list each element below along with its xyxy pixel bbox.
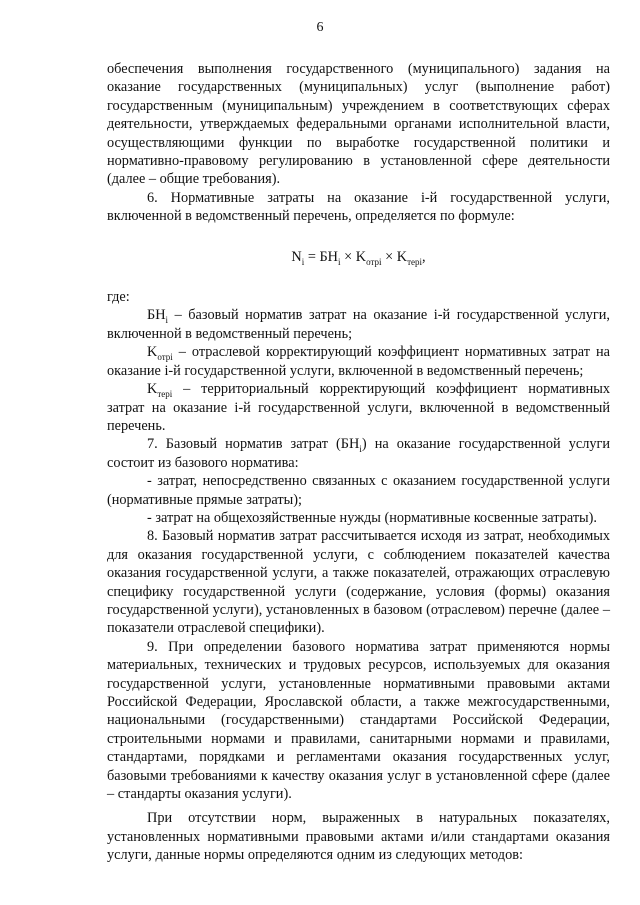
- formula-n: N: [291, 248, 302, 265]
- dash-item-direct-costs: - затрат, непосредственно связанных с оказанием государственной услуги (нормативные прямые затраты);: [107, 473, 610, 508]
- formula: [107, 240, 610, 274]
- item7-sub: i: [359, 444, 362, 455]
- formula-k2-sub: терi: [407, 256, 422, 267]
- kter-sub: терi: [157, 388, 173, 399]
- bn-sub: i: [165, 315, 169, 326]
- item7-before: 7. Базовый норматив затрат (БН: [147, 436, 360, 453]
- paragraph-no-norms: При отсутствии норм, выраженных в натуральных показателях, установленных нормативными правовыми актами и/или стандартами оказания услуги, данные нормы определяются одним из следующих методов:: [107, 810, 610, 864]
- definition-kotr: [107, 343, 610, 380]
- page-number: 6: [316, 20, 324, 35]
- formula-equals-bn: = БН: [304, 248, 339, 265]
- formula-times-k1: × K: [340, 248, 367, 265]
- where-label: где:: [107, 289, 130, 306]
- item7-after: ) на оказание государственной услуги состоит из базового норматива:: [107, 436, 610, 471]
- kotr-text: – отраслевой корректирующий коэффициент нормативных затрат на оказание i-й государственной услуги, включенной в ведомственный перечень;: [107, 344, 610, 379]
- formula-end: ,: [422, 248, 426, 265]
- kotr-symbol: K: [147, 344, 158, 361]
- kter-symbol: K: [147, 381, 158, 398]
- paragraph-general-requirements: обеспечения выполнения государственного (муниципального) задания на оказание государственных (муниципальных) услуг (выполнение работ) государственным (муниципальным) учреждением в соответствующих сферах деятельности, утверждаемых федеральными органами исполнительной власти, осуществляющими функции по выработке государственной политики и нормативно-правовому регулированию в установленной сфере деятельности (далее – общие требования).: [107, 61, 610, 188]
- bn-text: – базовый норматив затрат на оказание i-й государственной услуги, включенной в ведомственный перечень;: [107, 307, 610, 342]
- document-body: [107, 60, 610, 865]
- formula-times-k2: × K: [381, 248, 408, 265]
- paragraph-item-6: 6. Нормативные затраты на оказание i-й государственной услуги, включенной в ведомственный перечень, определяется по формуле:: [107, 189, 610, 225]
- formula-k1-sub: отрi: [366, 256, 382, 267]
- formula-n-sub: i: [301, 256, 305, 267]
- paragraph-item-9: 9. При определении базового норматива затрат применяются нормы материальных, технических и трудовых ресурсов, используемых для оказания государственной услуги, установленные нормативными правовыми актами Российской Федерации, Ярославской области, а также межгосударственными, национальными (государственными) стандартами Российской Федерации, строительными нормами и правилами, санитарными нормами и правилами, стандартами, порядками и регламентами оказания государственных услуг, базовыми требованиями к качеству оказания услуг в установленной сфере (далее – стандарты оказания услуги).: [107, 638, 610, 803]
- paragraph-item-8: 8. Базовый норматив затрат рассчитывается исходя из затрат, необходимых для оказания государственной услуги, с соблюдением показателей качества оказания государственной услуги, а также показателей, отражающих отраслевую специфику государственной услуги (содержание, условия (формы) оказания государственной услуги), установленных в базовом (отраслевом) перечне (далее – показатели отраслевой специфики).: [107, 528, 610, 637]
- bn-symbol: БН: [147, 307, 166, 324]
- definition-bn: [107, 306, 610, 343]
- dash-item-indirect-costs: - затрат на общехозяйственные нужды (нормативные косвенные затраты).: [147, 509, 598, 526]
- definition-kter: [107, 380, 610, 435]
- paragraph-item-7: [107, 435, 610, 472]
- kter-text: – территориальный корректирующий коэффициент нормативных затрат на оказание i-й государственной услуги, включенной в ведомственный перечень.: [107, 381, 610, 434]
- formula-bn-sub: i: [338, 256, 341, 267]
- kotr-sub: отрi: [157, 352, 173, 363]
